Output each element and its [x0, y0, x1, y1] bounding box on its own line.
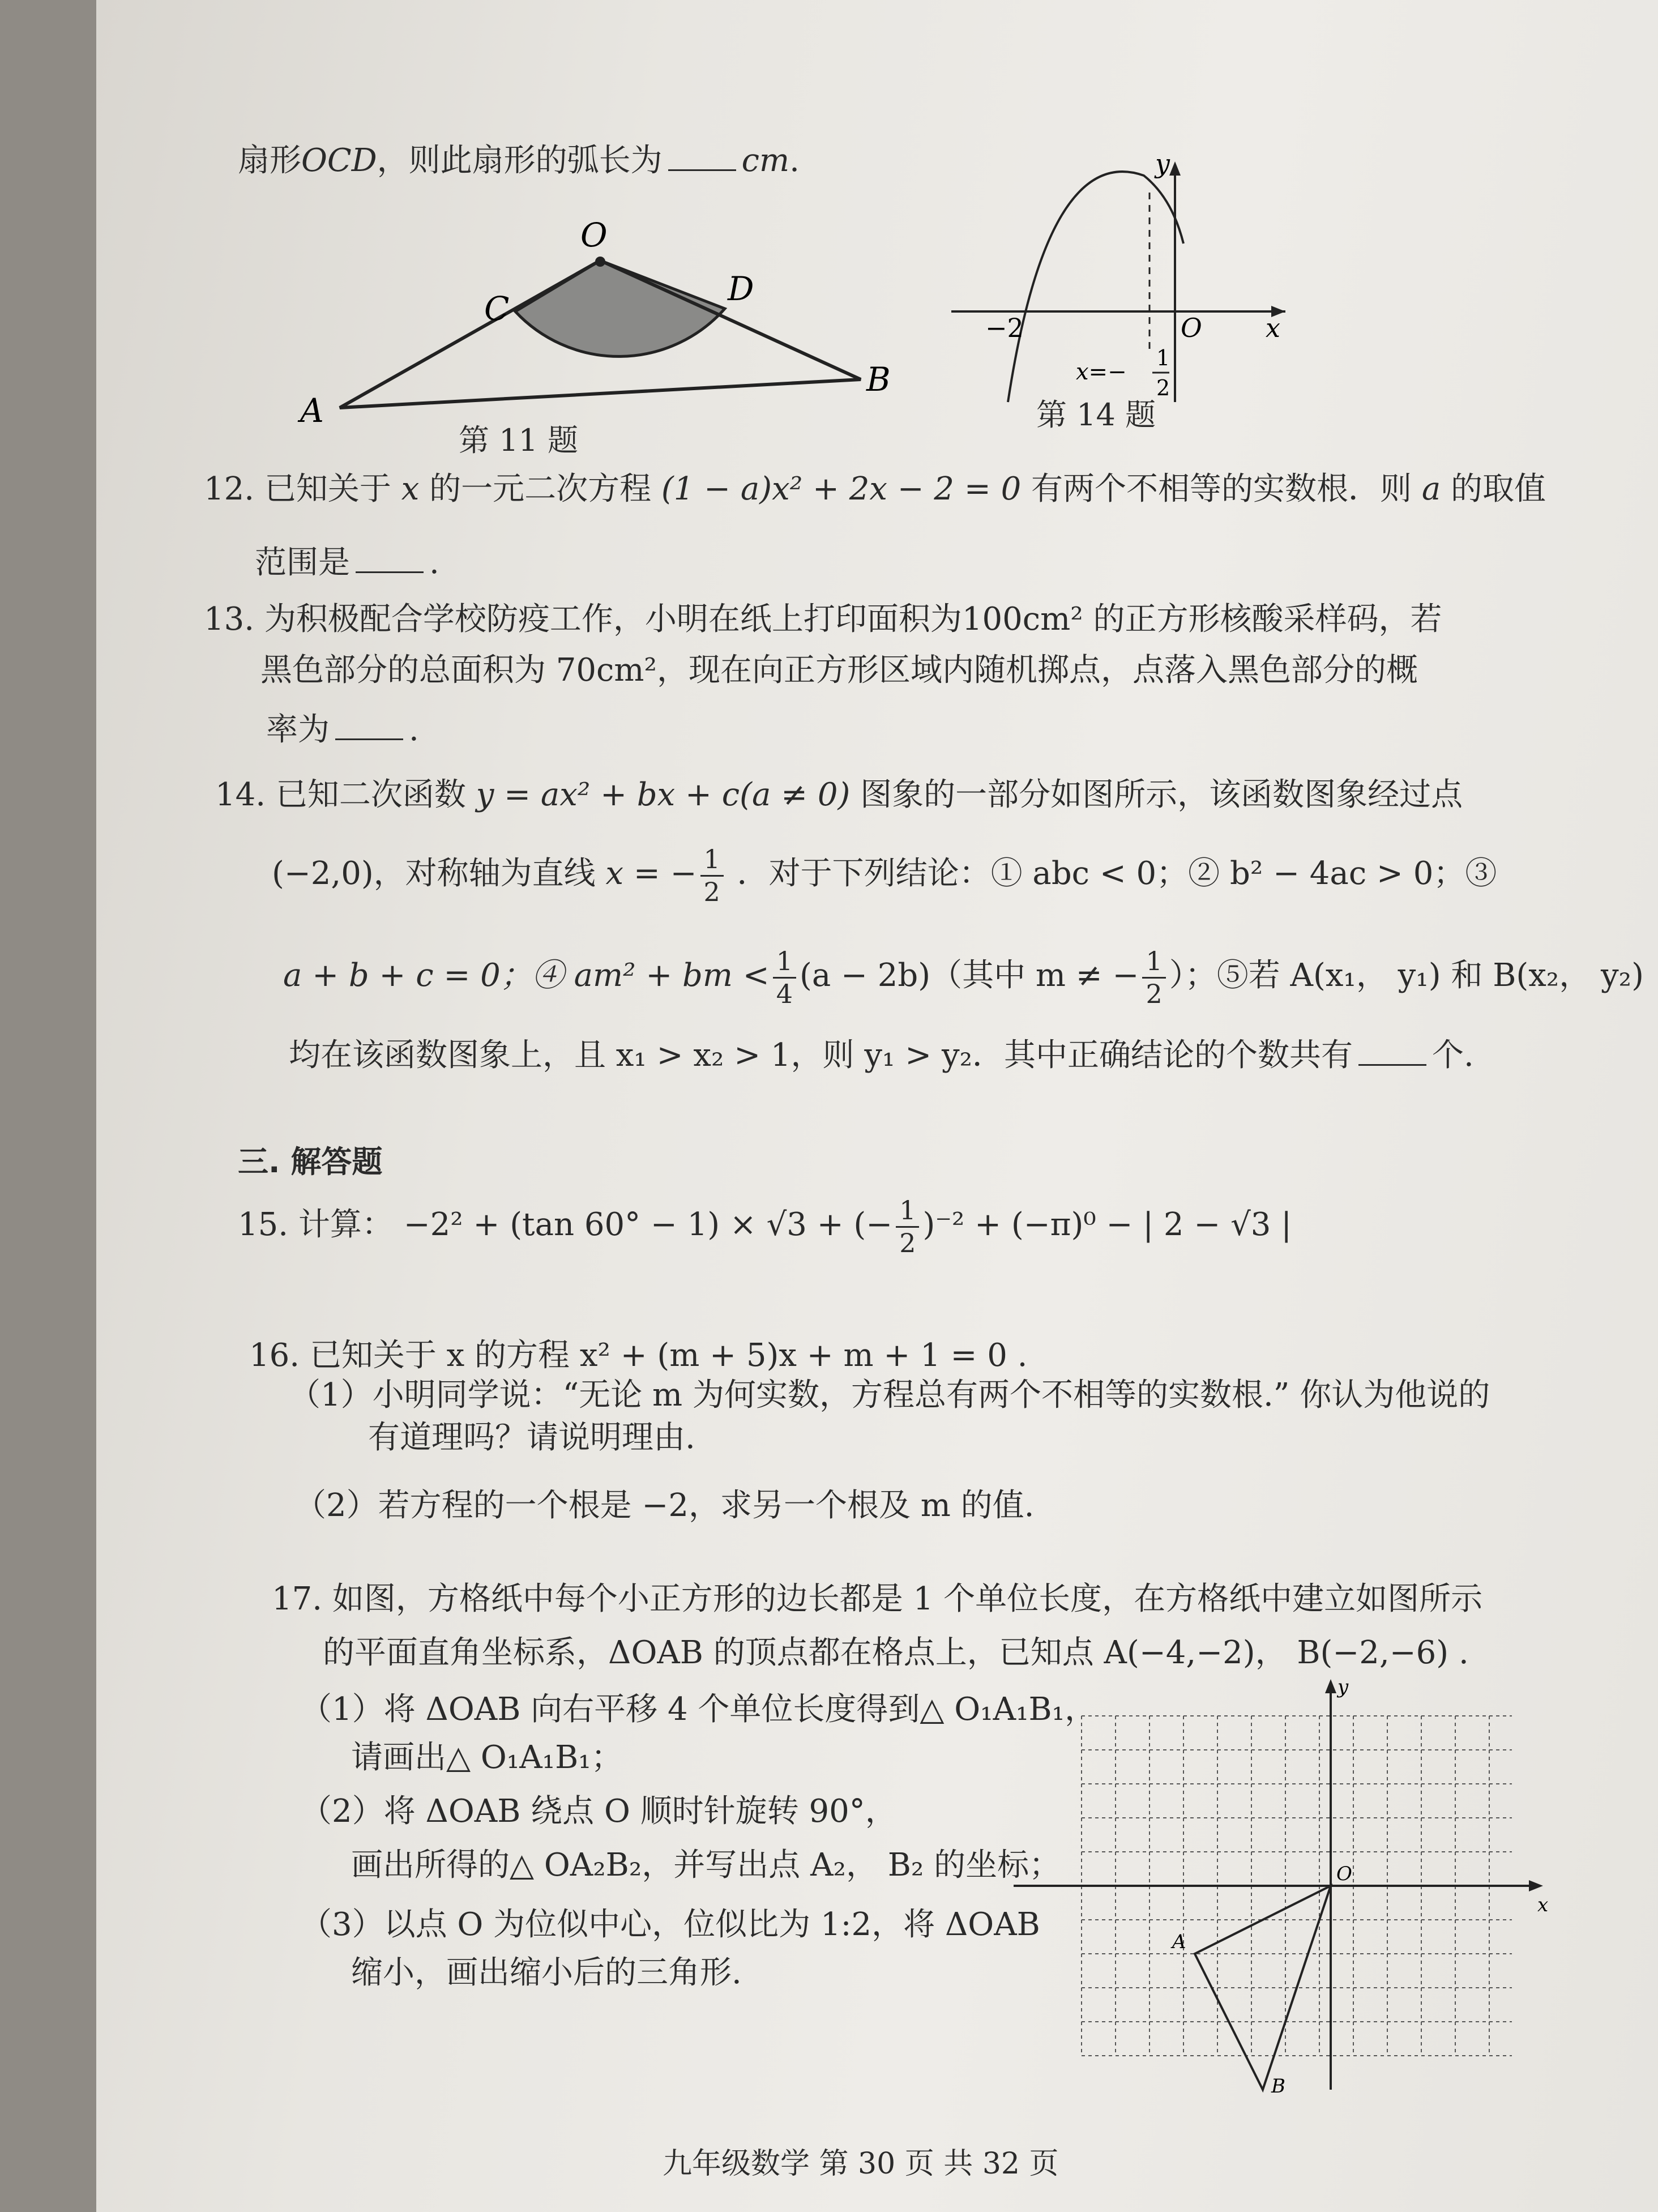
- q17-grid-figure: [1002, 1671, 1557, 2101]
- q13-line1: 13. 为积极配合学校防疫工作，小明在纸上打印面积为100cm² 的正方形核酸采样码，若: [204, 601, 1442, 638]
- q12-line2: 范围是 .: [255, 544, 439, 581]
- q14-label-y: y: [1155, 153, 1170, 179]
- q17-part3-b: 缩小，画出缩小后的三角形.: [351, 1954, 742, 1991]
- q14-caption: 第 14 题: [1036, 397, 1156, 433]
- q17-label-b: B: [1271, 2075, 1285, 2098]
- q15-line: 15. 计算： −2² + (tan 60° − 1) × √3 + (− $\frac{1}{2}$ )⁻² + (−π)⁰ − | 2 − √3 |: [238, 1195, 1292, 1259]
- q17-part2-a: （2）将 ΔOAB 绕点 O 顺时针旋转 90°，: [300, 1793, 897, 1830]
- q14-line1: 14. 已知二次函数 y = ax² + bx + c(a ≠ 0) 图象的一部分如图所示，该函数图象经过点: [215, 776, 1463, 813]
- q17-part2-b: 画出所得的△ OA₂B₂，并写出点 A₂， B₂ 的坐标；: [351, 1847, 1061, 1884]
- q14-line3: a + b + c = 0；④ am² + bm < $\frac{1}{4}$ (a − 2b)（其中 m ≠ − $\frac{1}{2}$ ）；⑤若 A(x₁， y₁) 和 B(x₂， y₂): [283, 946, 1644, 1010]
- q14-frac-half-2: $\frac{1}{2}$: [1142, 946, 1165, 1010]
- q11-tail: 扇形OCD，则此扇形的弧长为 cm.: [238, 142, 800, 179]
- q14-line2: (−2,0)，对称轴为直线 x = − $\frac{1}{2}$ ．对于下列结论：① abc < 0；② b² − 4ac > 0；③: [272, 844, 1497, 908]
- q17-part1-a: （1）将 ΔOAB 向右平移 4 个单位长度得到△ O₁A₁B₁，: [300, 1691, 1097, 1728]
- q13-answer-blank: [335, 738, 403, 740]
- q11-label-a: A: [300, 391, 324, 430]
- q14-frac-half: $\frac{1}{2}$: [700, 844, 724, 908]
- q16-part1-a: （1）小明同学说：“无论 m 为何实数，方程总有两个不相等的实数根.” 你认为他说的: [289, 1377, 1490, 1414]
- q17-label-o: O: [1336, 1863, 1352, 1885]
- q11-label-b: B: [866, 360, 891, 399]
- q14-answer-blank: [1358, 1064, 1426, 1066]
- q15-frac-half: $\frac{1}{2}$: [896, 1195, 919, 1259]
- exam-page: [96, 0, 1658, 2212]
- q14-label-den: 2: [1156, 375, 1170, 400]
- q14-line4: 均在该函数图象上，且 x₁ > x₂ > 1，则 y₁ > y₂．其中正确结论的个数共有 个.: [289, 1037, 1474, 1074]
- q11-figure: [283, 215, 906, 442]
- q11-caption: 第 11 题: [459, 422, 579, 458]
- q16-stem: 16. 已知关于 x 的方程 x² + (m + 5)x + m + 1 = 0 .: [249, 1337, 1028, 1374]
- q12-answer-blank: [356, 571, 424, 573]
- q11-label-c: C: [484, 289, 510, 328]
- q17-part3-a: （3）以点 O 为位似中心，位似比为 1:2，将 ΔOAB: [300, 1906, 1040, 1943]
- q14-label-num: 1: [1156, 345, 1170, 370]
- q13-line3: 率为 .: [266, 711, 419, 748]
- q14-frac-quarter: $\frac{1}{4}$: [773, 946, 796, 1010]
- q13-line2: 黑色部分的总面积为 70cm²，现在向正方形区域内随机掷点，点落入黑色部分的概: [260, 652, 1418, 689]
- q14-label-x: x: [1266, 313, 1280, 343]
- q14-figure: [940, 153, 1336, 419]
- q17-label-x: x: [1537, 1894, 1549, 1916]
- page-footer: 九年级数学 第 30 页 共 32 页: [663, 2147, 1059, 2181]
- q16-part2: （2）若方程的一个根是 −2，求另一个根及 m 的值.: [294, 1487, 1035, 1524]
- q16-part1-b: 有道理吗？请说明理由.: [368, 1419, 695, 1456]
- q17-label-a: A: [1172, 1931, 1186, 1953]
- q11-answer-blank: [668, 169, 736, 171]
- q17-part1-b: 请画出△ O₁A₁B₁；: [351, 1739, 623, 1776]
- q11-label-o: O: [580, 216, 608, 254]
- section-heading-answers: 三. 解答题: [238, 1144, 383, 1180]
- q14-label-neg2: −2: [985, 313, 1024, 343]
- q17-stem-b: 的平面直角坐标系，ΔOAB 的顶点都在格点上，已知点 A(−4,−2)， B(−2,−6) .: [323, 1634, 1469, 1671]
- q14-label-axis-eq: x=−: [1076, 359, 1127, 385]
- q17-stem-a: 17. 如图，方格纸中每个小正方形的边长都是 1 个单位长度，在方格纸中建立如图所示: [272, 1581, 1483, 1617]
- q12-line1: 12. 已知关于 x 的一元二次方程 (1 − a)x² + 2x − 2 = 0 有两个不相等的实数根．则 a 的取值: [204, 471, 1546, 507]
- q11-label-d: D: [728, 270, 754, 308]
- q17-label-y: y: [1337, 1676, 1349, 1698]
- q14-label-o: O: [1181, 313, 1202, 343]
